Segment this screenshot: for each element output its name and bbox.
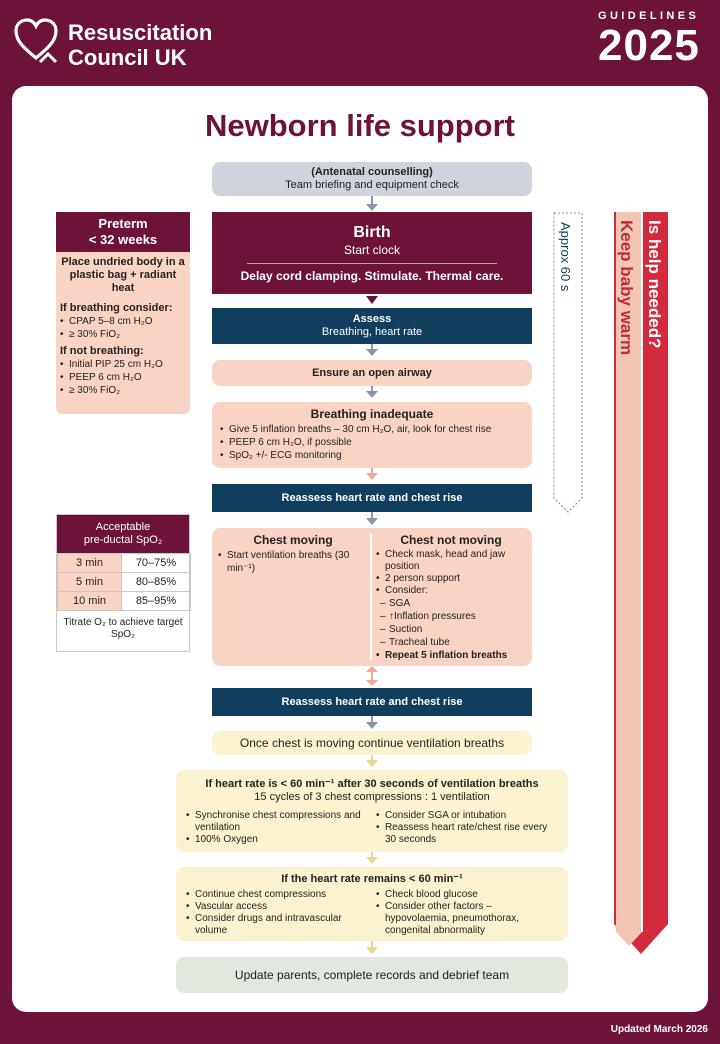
consider-item: – ↑Inflation pressures xyxy=(380,610,526,623)
preterm-not-breathing-title: If not breathing: xyxy=(60,345,144,357)
hr-lt60-item: • Reassess heart rate/chest rise every 30 seconds xyxy=(376,822,556,846)
reassess-box-2 xyxy=(212,688,532,716)
spo2-subtitle: pre-ductal SpO₂ xyxy=(83,534,163,546)
spo2-title: Acceptable xyxy=(95,521,151,533)
airway-box xyxy=(212,360,532,386)
spo2-row xyxy=(58,592,191,611)
continue-box xyxy=(212,731,532,755)
chest-not-moving-title: Chest not moving xyxy=(400,533,502,547)
org-name xyxy=(68,20,212,70)
continue-text: Once chest is moving continue ventilation breaths xyxy=(239,736,505,750)
hr-remains-item: • Consider drugs and intravascular volume xyxy=(186,913,364,937)
consider-item: – Suction xyxy=(380,623,526,636)
preterm-item: • Initial PIP 25 cm H₂O xyxy=(60,358,188,371)
guidelines-year: 2025 xyxy=(598,21,700,70)
assess-sub: Breathing, heart rate xyxy=(321,326,423,338)
hr-remains-item: • Check blood glucose xyxy=(376,889,556,901)
hr-remains-box xyxy=(176,867,568,941)
preterm-header xyxy=(56,212,190,252)
consider-item: – SGA xyxy=(380,597,526,610)
update-box xyxy=(176,957,568,993)
birth-action: Delay cord clamping. Stimulate. Thermal care. xyxy=(240,269,504,283)
spo2-time: 10 min xyxy=(58,592,122,611)
spo2-header xyxy=(57,515,189,553)
keep-baby-warm-label: Keep baby warm xyxy=(617,220,636,356)
org-name-line2: Council UK xyxy=(68,45,187,70)
reassess-text-1: Reassess heart rate and chest rise xyxy=(281,492,463,504)
approx-60s-label: Approx 60 s xyxy=(558,222,573,292)
birth-box xyxy=(212,212,532,294)
preterm-item: • ≥ 30% FiO₂ xyxy=(60,384,188,397)
preterm-subtitle: < 32 weeks xyxy=(88,232,158,247)
breathing-item: • Give 5 inflation breaths – 30 cm H₂O, air, look for chest rise xyxy=(220,423,524,436)
help-needed-label: Is help needed? xyxy=(645,220,664,349)
preterm-item: • PEEP 6 cm H₂O xyxy=(60,371,188,384)
hr-remains-title: If the heart rate remains < 60 min⁻¹ xyxy=(281,873,463,885)
hr-lt60-box xyxy=(176,770,568,852)
hr-lt60-item: • Consider SGA or intubation xyxy=(376,810,556,822)
spo2-time: 5 min xyxy=(58,573,122,592)
page-title: Newborn life support xyxy=(205,108,515,143)
birth-title: Birth xyxy=(353,224,391,241)
spo2-table xyxy=(57,553,191,611)
preterm-place: Place undried body in a plastic bag + radiant heat xyxy=(61,256,185,294)
spo2-range: 70–75% xyxy=(122,554,191,573)
hr-lt60-sub: 15 cycles of 3 chest compressions : 1 ventilation xyxy=(254,791,490,803)
spo2-range: 80–85% xyxy=(122,573,191,592)
preterm-title: Preterm xyxy=(98,216,148,231)
preterm-item: • CPAP 5–8 cm H₂O xyxy=(60,315,188,328)
assess-title: Assess xyxy=(352,313,392,325)
breathing-item: • PEEP 6 cm H₂O, if possible xyxy=(220,436,524,449)
counselling-title: (Antenatal counselling) xyxy=(311,166,433,178)
preterm-breathing-title: If breathing consider: xyxy=(60,302,173,314)
spo2-time: 3 min xyxy=(58,554,122,573)
hr-lt60-item: • 100% Oxygen xyxy=(186,834,364,846)
chest-moving-item: • Start ventilation breaths (30 min⁻¹) xyxy=(218,549,368,575)
chest-not-moving-section xyxy=(376,534,526,662)
repeat-inflation-item: • Repeat 5 inflation breaths xyxy=(376,649,526,662)
guidelines-label: GUIDELINES xyxy=(598,10,700,22)
hr-remains-item: • Consider other factors – hypovolaemia, pneumothorax, congenital abnormality xyxy=(376,901,556,937)
chest-not-moving-item: • Check mask, head and jaw position xyxy=(376,549,526,573)
reassess-text-2: Reassess heart rate and chest rise xyxy=(281,696,463,708)
airway-text: Ensure an open airway xyxy=(312,367,432,379)
consider-item: – Tracheal tube xyxy=(380,636,526,649)
counselling-text: Team briefing and equipment check xyxy=(285,179,459,191)
reassess-box-1 xyxy=(212,484,532,512)
chest-not-moving-item: • 2 person support xyxy=(376,573,526,585)
spo2-row xyxy=(58,554,191,573)
spo2-note: Titrate O₂ to achieve target SpO₂ xyxy=(63,617,183,640)
updated-label: Updated March 2026 xyxy=(610,1024,708,1035)
preterm-breathing xyxy=(60,302,188,397)
assess-box xyxy=(212,308,532,344)
heart-logo-icon xyxy=(14,18,58,64)
chest-moving-section xyxy=(218,534,368,575)
chest-box xyxy=(212,528,532,666)
chest-not-moving-item: • Consider: xyxy=(376,585,526,597)
breathing-inadequate-title: Breathing inadequate xyxy=(310,407,434,421)
breathing-inadequate-box xyxy=(212,402,532,468)
double-arrow-icon xyxy=(363,666,381,686)
hr-remains-item: • Continue chest compressions xyxy=(186,889,364,901)
hr-lt60-title: If heart rate is < 60 min⁻¹ after 30 seconds of ventilation breaths xyxy=(205,778,539,790)
update-text: Update parents, complete records and debrief team xyxy=(234,968,510,982)
birth-sub: Start clock xyxy=(343,243,400,257)
preterm-item: • ≥ 30% FiO₂ xyxy=(60,328,188,341)
counselling-box xyxy=(212,162,532,196)
spo2-range: 85–95% xyxy=(122,592,191,611)
hr-lt60-item: • Synchronise chest compressions and ventilation xyxy=(186,810,364,834)
chest-moving-title: Chest moving xyxy=(253,533,333,547)
breathing-item: • SpO₂ +/- ECG monitoring xyxy=(220,449,524,462)
org-name-line1: Resuscitation xyxy=(68,20,213,45)
hr-remains-item: • Vascular access xyxy=(186,901,364,913)
spo2-row xyxy=(58,573,191,592)
spo2-box xyxy=(56,514,190,652)
